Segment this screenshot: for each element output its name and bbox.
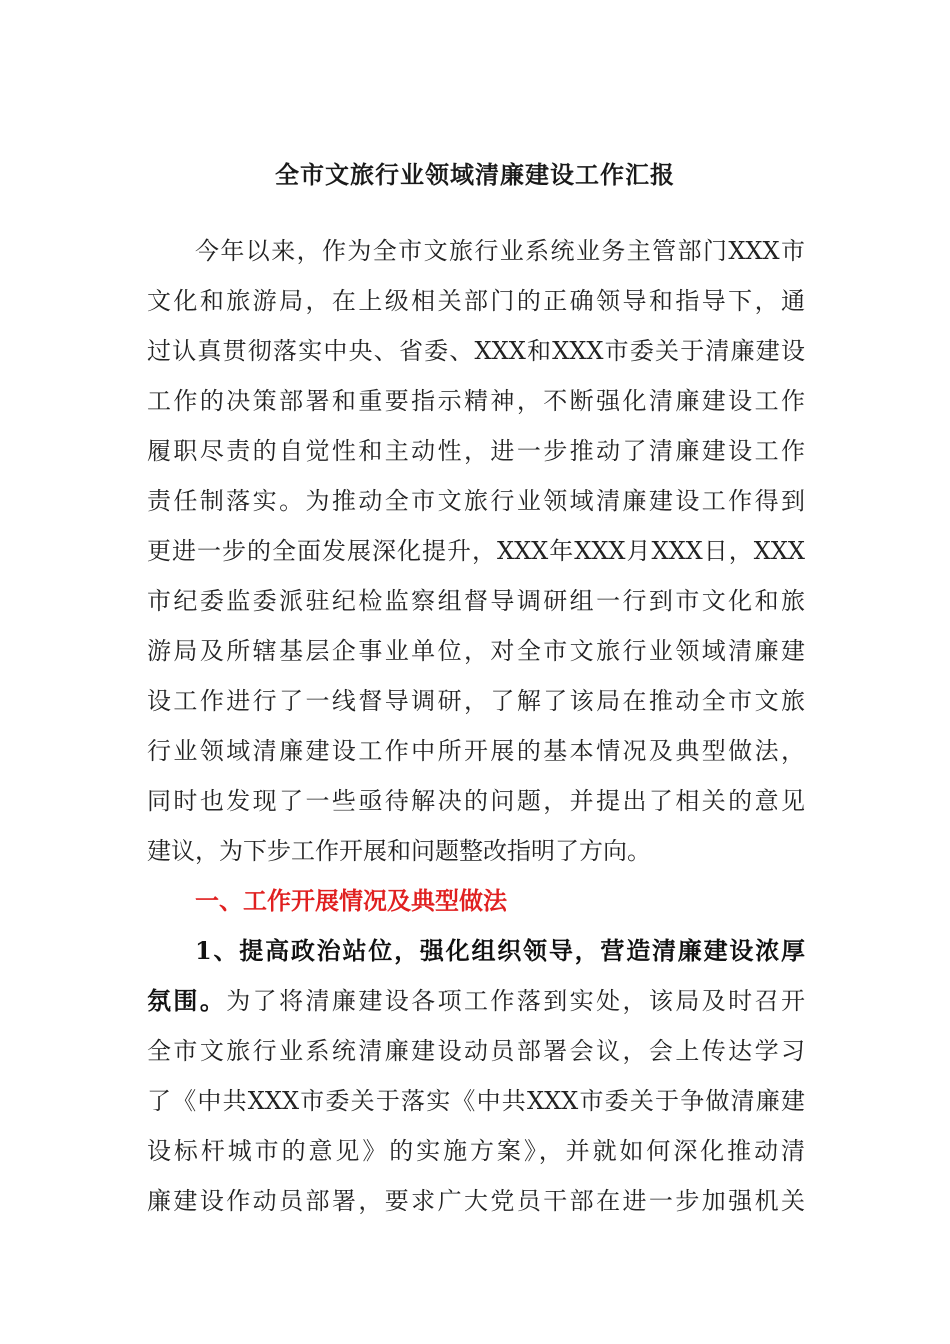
intro-line: 建议，为下步工作开展和问题整改指明了方向。: [147, 837, 651, 865]
body-text: 为了将清廉建设各项工作落到实处，该局及时召开: [226, 987, 805, 1015]
section-heading: 一、工作开展情况及典型做法: [195, 886, 507, 915]
intro-line: 工作的决策部署和重要指示精神，不断强化清廉建设工作: [147, 387, 805, 415]
intro-line: 市纪委监委派驻纪检监察组督导调研组一行到市文化和旅: [147, 587, 805, 615]
intro-line: 行业领域清廉建设工作中所开展的基本情况及典型做法，: [147, 737, 805, 765]
intro-line: 同时也发现了一些亟待解决的问题，并提出了相关的意见: [147, 787, 805, 815]
intro-line: 游局及所辖基层企事业单位，对全市文旅行业领域清廉建: [147, 637, 805, 665]
intro-line: 今年以来，作为全市文旅行业系统业务主管部门XXX市: [195, 237, 805, 265]
intro-line: 更进一步的全面发展深化提升，XXX年XXX月XXX日，XXX: [147, 537, 805, 565]
intro-line: 责任制落实。为推动全市文旅行业领域清廉建设工作得到: [147, 487, 805, 515]
body-line: 设标杆城市的意见》的实施方案》，并就如何深化推动清: [147, 1137, 805, 1165]
subheading-continued: [147, 984, 805, 1018]
intro-line: 履职尽责的自觉性和主动性，进一步推动了清廉建设工作: [147, 437, 805, 465]
body-line: 了《中共XXX市委关于落实《中共XXX市委关于争做清廉建: [147, 1087, 805, 1115]
body-line: 廉建设作动员部署，要求广大党员干部在进一步加强机关: [147, 1187, 805, 1215]
body-line: 全市文旅行业系统清廉建设动员部署会议，会上传达学习: [147, 1037, 805, 1065]
subheading-end: 氛围。: [147, 986, 227, 1015]
intro-line: 过认真贯彻落实中央、省委、XXX和XXX市委关于清廉建设: [147, 337, 805, 365]
intro-line: 设工作进行了一线督导调研，了解了该局在推动全市文旅: [147, 687, 805, 715]
document-title: 全市文旅行业领域清廉建设工作汇报: [275, 160, 675, 189]
intro-line: 文化和旅游局，在上级相关部门的正确领导和指导下，通: [147, 287, 805, 315]
subheading: 1、提高政治站位，强化组织领导，营造清廉建设浓厚: [195, 936, 805, 965]
